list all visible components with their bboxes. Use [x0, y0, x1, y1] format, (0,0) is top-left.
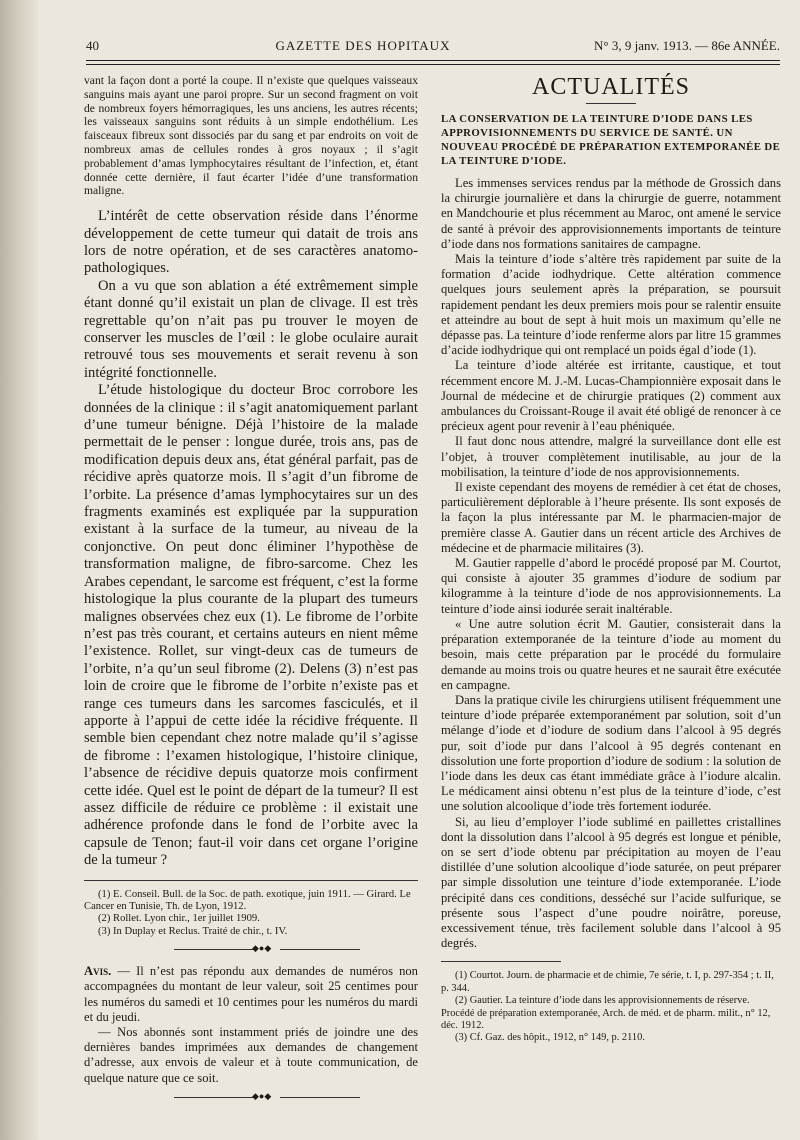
- page-gutter: [0, 0, 38, 1140]
- footnote-rule-right: [441, 961, 561, 962]
- footnote-right-3: (3) Cf. Gaz. des hôpit., 1912, n° 149, p. 2110.: [455, 1032, 645, 1044]
- header-rule: [86, 60, 780, 61]
- section-title: ACTUALITÉS: [532, 74, 690, 100]
- histology-paragraph: vant la façon dont a porté la coupe. Il n’existe que quelques vaisseaux sanguins mais ayant une paroi propre. Sur un second fragment on voit de nombreux foyers hémorragiques, les uns anciens, les autres récents; les vaisseaux sanguins sont réduits à un simple endothélium. Les faisceaux fibreux sont dissociés par du sang et par endroits on voit de nombreux amas de cellules rondes à gros noyaux ; il s’agit probablement d’amas lymphocytaires résultant de l’infection, et, étant donnée cette dernière, il faut écarter l’idée d’une transformation maligne.: [84, 74, 418, 198]
- left-column: [84, 74, 418, 1112]
- paragraph-ablation: On a vu que son ablation a été extrêmement simple étant donné qu’il existait un plan de clivage. Il est très regrettable qu’on n’ait pas pu trouver le moyen de conserver les muscles de l’œil : le globe oculaire aurait retrouvé tous ses mouvements et serait revenu à son intégrité fonctionnelle.: [84, 277, 418, 381]
- page-number: 40: [86, 38, 99, 53]
- article-paragraph-9: Si, au lieu d’employer l’iode sublimé en paillettes cristallines dont la dissolution dans l’alcool à 95 degrés est longue et pénible, on se sert d’iode obtenu par précipitation au moyen de l’eau distillée d’une solution alcoolique d’iode saturée, on peut préparer par simple dissolution une teinture d’iode extemporanée. L’iode précipité dans ces conditions, desséché sur l’acide sulfurique, se présente sous l’aspect d’une poudre noirâtre, poreuse, excessivement ténue, très facilement soluble dans l’alcool à 95 degrés.: [441, 814, 781, 951]
- header-rule-second: [86, 64, 780, 65]
- notice-paragraph-1: [84, 964, 418, 1025]
- footnote-right-1: (1) Courtot. Journ. de pharmacie et de chimie, 7e série, t. I, p. 297-354 ; t. II, p. 344.: [441, 970, 774, 994]
- notice-lead: Avis.: [84, 964, 112, 979]
- article-subtitle: LA CONSERVATION DE LA TEINTURE D’IODE DANS LES APPROVISIONNEMENTS DU SERVICE DE SANTÉ. UN NOUVEAU PROCÉDÉ DE PRÉPARATION EXTEMPORANÉE DE LA TEINTURE D’IODE.: [441, 113, 781, 167]
- article-paragraph-5: Il existe cependant des moyens de remédier à cet état de choses, particulièrement déplorable à l’heure présente. Ils sont exposés de la façon la plus intéressante par M. le pharmacien-major de première classe A. Gautier dans un récent article des Archives de médecine et de pharmacie militaires (3).: [441, 480, 781, 555]
- article-paragraph-4: Il faut donc nous attendre, malgré la surveillance dont elle est l’objet, à trouver complètement inutilisable, au jour de la mobilisation, la teinture d’iode de nos approvisionnements.: [441, 434, 781, 479]
- footnote-3: (3) In Duplay et Reclus. Traité de chir., t. IV.: [98, 925, 288, 937]
- running-header: [86, 36, 780, 58]
- article-paragraph-8: Dans la pratique civile les chirurgiens utilisent fréquemment une teinture d’iode préparée extemporanément par solution, soit d’un mélange d’iode et d’iodure de sodium dans l’alcool à 95 degrés pur, soit d’iode pur dans l’alcool à 95 degrés contenant en dissolution une forte proportion d’iodure de sodium : la solution de l’iode dans les deux cas étant immédiate grâce à l’iodure alcalin. Le médicament ainsi obtenu n’est plus de la teinture d’iode, c’est une solution alcoolique d’iode très fortement iodurée.: [441, 692, 781, 814]
- footnote-1: (1) E. Conseil. Bull. de la Soc. de path. exotique, juin 1911. — Girard. Le Cancer en Tunisie, Th. de Lyon, 1912.: [84, 888, 411, 913]
- notice-paragraph-2: — Nos abonnés sont instamment priés de joindre une des dernières bandes imprimées aux demandes de changement d’adresse, aux envois de valeur et à toute communication, de quelque nature que ce soit.: [84, 1025, 418, 1085]
- footnote-rule: [84, 880, 418, 881]
- section-title-rule: [586, 103, 636, 104]
- issue-info: N° 3, 9 janv. 1913. — 86e ANNÉE.: [594, 38, 780, 53]
- end-ornament: ◆●◆: [84, 1092, 418, 1102]
- paragraph-histology-study: L’étude histologique du docteur Broc corrobore les données de la clinique : il s’agit anatomiquement parlant d’une tumeur bénigne. Déjà l’histoire de la malade permettait de le penser : longue durée, trois ans, pas de modification depuis deux ans, état général parfait, pas de récidive après quatorze mois. Il s’agit d’un fibrome de l’orbite. La présence d’amas lymphocytaires sur un des fragments examinés est expliquée par la suppuration existant à la surface de la tumeur, au niveau de la conjonctive. On peut donc éliminer l’hypothèse de transformation maligne, de fibro-sarcome. Chez les Arabes cependant, le sarcome est fréquent, c’est la forme histologique la plus courante de la plupart des tumeurs malignes observées chez eux (1). Le fibrome de l’orbite n’est pas très courant, et certains auteurs en nient même l’existence. Rollet, sur vingt-deux cas de tumeurs de l’orbite, n’a qu’un seul fibrome (2). Delens (3) n’est pas loin de croire que le fibrome de l’orbite n’existe pas et range ces tumeurs dans les sarcomes fasciculés, et il apporte à l’appui de cette idée la récidive fréquente. Il semble bien cependant chez notre malade qu’il s’agisse de fibrome : l’examen histologique, l’histoire clinique, l’absence de récidive depuis quatorze mois confirment cette idée. Quel est le point de départ de la tumeur? Il est assez difficile de réduire ce problème : il existait une adhérence profonde dans le fond de l’orbite avec la capsule de Tenon; faut-il voir dans cet organe l’origine de la tumeur ?: [84, 382, 418, 869]
- notice-text-1: — Il n’est pas répondu aux demandes de numéros non accompagnées du montant de leur valeur, soit 25 centimes pour les numéros du samedi et 10 centimes pour les numéros du mardi et du jeudi.: [84, 964, 418, 1024]
- article-paragraph-2: Mais la teinture d’iode s’altère très rapidement par suite de la formation d’acide iodhydrique. Cette altération commence quelques jours seulement après la préparation, se poursuit rapidement pendant les deux premiers mois pour se ralentir ensuite et atteindre au bout de sept à huit mois un maximum qu’elle ne dépasse pas. La teinture d’iode renferme alors par litre 15 grammes d’acide iodhydrique qui ont remplacé un poids égal d’iode (1).: [441, 252, 781, 358]
- footnote-2: (2) Rollet. Lyon chir., 1er juillet 1909.: [98, 913, 260, 925]
- right-column: [441, 74, 781, 1045]
- article-paragraph-1: Les immenses services rendus par la méthode de Grossich dans la chirurgie journalière et dans la chirurgie de guerre, notamment en Mandchourie et plus récemment au Maroc, ont amené le service de santé à prévoir des approvisionnements importants de teinture d’iode dans nos formations sanitaires de campagne.: [441, 176, 781, 251]
- journal-title: GAZETTE DES HOPITAUX: [275, 38, 451, 53]
- paragraph-interest: L’intérêt de cette observation réside dans l’énorme développement de cette tumeur qui datait de trois ans lors de notre opération, et de ses caractères anatomo-pathologiques.: [84, 208, 418, 277]
- section-ornament: ◆●◆: [84, 944, 418, 954]
- article-paragraph-6: M. Gautier rappelle d’abord le procédé proposé par M. Courtot, qui consiste à ajouter 35 grammes d’iodure de sodium par kilogramme à la teinture d’iode de nos approvisionnements. La teinture d’iode ainsi iodurée serait inaltérable.: [441, 556, 781, 616]
- footnote-right-2: (2) Gautier. La teinture d’iode dans les approvisionnements de réserve. Procédé de préparation extemporanée, Arch. de méd. et de pharm. milit., n° 12, déc. 1912.: [441, 995, 771, 1031]
- article-paragraph-3: La teinture d’iode altérée est irritante, caustique, et tout récemment encore M. J.-M. Lucas-Championnière exposait dans le Journal de médecine et de chirurgie pratiques (2) comment aux ambulances du Croissant-Rouge il avait été obligé de renoncer à ce précieux agent pour revenir à l’eau phéniquée.: [441, 358, 781, 434]
- article-paragraph-7: « Une autre solution écrit M. Gautier, consisterait dans la préparation extemporanée de la teinture d’iode au moment du besoin, mais cette préparation par le procédé du formulaire demande au moins trois ou quatre heures et ne saurait être exécutée en campagne.: [441, 616, 781, 692]
